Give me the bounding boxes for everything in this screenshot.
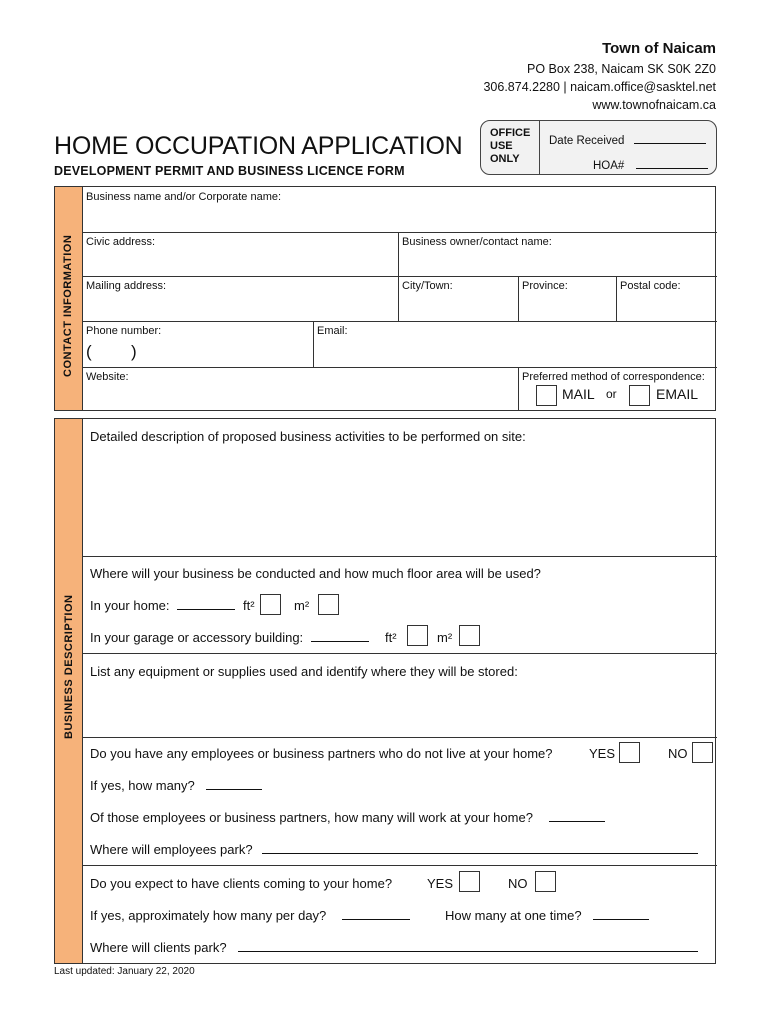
business-name-field[interactable]: Business name and/or Corporate name: <box>86 191 282 203</box>
in-garage-ft2-checkbox[interactable] <box>407 625 428 646</box>
email-checkbox[interactable] <box>629 385 650 406</box>
in-home-m2-checkbox[interactable] <box>318 594 339 615</box>
date-received-field[interactable] <box>634 132 706 144</box>
town-name: Town of Naicam <box>602 40 716 57</box>
employees-question: Do you have any employees or business partners who do not live at your home? <box>90 746 553 761</box>
phone-field[interactable]: Phone number: <box>86 325 162 337</box>
phone-area-code-open: ( <box>86 342 92 361</box>
one-time-row <box>445 908 649 923</box>
postal-code-field[interactable]: Postal code: <box>620 280 681 292</box>
town-address: PO Box 238, Naicam SK S0K 2Z0 <box>527 62 716 76</box>
office-use-box <box>480 120 717 175</box>
clients-yes-checkbox[interactable] <box>459 871 480 892</box>
in-home-label: In your home: <box>90 598 170 613</box>
per-day-row <box>90 908 410 923</box>
employees-no-checkbox[interactable] <box>692 742 713 763</box>
business-section-label: BUSINESS DESCRIPTION <box>63 594 75 739</box>
email-option-label: EMAIL <box>656 386 699 402</box>
city-town-field[interactable]: City/Town: <box>402 280 453 292</box>
business-section-tab <box>54 418 83 964</box>
website-field[interactable]: Website: <box>86 371 129 383</box>
town-website: www.townofnaicam.ca <box>592 98 716 112</box>
per-day-field[interactable] <box>342 908 410 920</box>
date-received-label: Date Received <box>549 135 625 147</box>
page-subtitle: DEVELOPMENT PERMIT AND BUSINESS LICENCE FORM <box>54 164 405 178</box>
employees-park-row <box>90 842 698 857</box>
employees-yes-label: YES <box>589 746 616 761</box>
contact-info-box <box>82 186 716 411</box>
in-garage-label: In your garage or accessory building: <box>90 630 304 645</box>
mailing-address-field[interactable]: Mailing address: <box>86 280 167 292</box>
work-at-home-label: Of those employees or business partners, how many will work at your home? <box>90 810 533 825</box>
clients-park-row <box>90 940 698 955</box>
employees-park-field[interactable] <box>262 842 698 854</box>
in-garage-area-field[interactable] <box>311 630 369 642</box>
office-use-divider <box>539 121 540 174</box>
work-at-home-field[interactable] <box>549 810 605 822</box>
business-desc-box <box>82 418 716 964</box>
contact-section-tab <box>54 186 83 411</box>
hoa-label: HOA# <box>593 160 625 172</box>
office-use-label <box>490 127 530 166</box>
work-at-home-row <box>90 810 605 825</box>
how-many-field[interactable] <box>206 778 262 790</box>
employees-yes-checkbox[interactable] <box>619 742 640 763</box>
in-home-row <box>90 598 235 613</box>
in-home-m2-label: m² <box>294 598 310 613</box>
in-garage-m2-checkbox[interactable] <box>459 625 480 646</box>
employees-no-label: NO <box>668 746 688 761</box>
last-updated: Last updated: January 22, 2020 <box>54 966 195 977</box>
hoa-field[interactable] <box>636 157 708 169</box>
clients-park-label: Where will clients park? <box>90 940 227 955</box>
civic-address-field[interactable]: Civic address: <box>86 236 156 248</box>
mail-checkbox[interactable] <box>536 385 557 406</box>
clients-question: Do you expect to have clients coming to your home? <box>90 876 393 891</box>
in-home-ft2-label: ft² <box>243 598 255 613</box>
where-conducted-question: Where will your business be conducted and how much floor area will be used? <box>90 566 541 581</box>
clients-no-label: NO <box>508 876 528 891</box>
how-many-row <box>90 778 262 793</box>
equipment-field[interactable]: List any equipment or supplies used and identify where they will be stored: <box>90 664 518 679</box>
in-garage-m2-label: m² <box>437 630 453 645</box>
in-home-ft2-checkbox[interactable] <box>260 594 281 615</box>
page-title: HOME OCCUPATION APPLICATION <box>54 132 463 160</box>
town-contact: 306.874.2280 | naicam.office@sasktel.net <box>483 80 716 94</box>
in-garage-ft2-label: ft² <box>385 630 397 645</box>
clients-no-checkbox[interactable] <box>535 871 556 892</box>
clients-park-field[interactable] <box>238 940 698 952</box>
or-label: or <box>606 387 617 401</box>
office-use-line3: ONLY <box>490 153 520 165</box>
in-home-area-field[interactable] <box>177 598 235 610</box>
in-garage-row <box>90 630 369 645</box>
employees-park-label: Where will employees park? <box>90 842 253 857</box>
per-day-label: If yes, approximately how many per day? <box>90 908 327 923</box>
how-many-label: If yes, how many? <box>90 778 195 793</box>
office-use-line1: OFFICE <box>490 127 531 139</box>
owner-contact-field[interactable]: Business owner/contact name: <box>402 236 552 248</box>
one-time-label: How many at one time? <box>445 908 582 923</box>
mail-option-label: MAIL <box>562 386 595 402</box>
province-field[interactable]: Province: <box>522 280 568 292</box>
one-time-field[interactable] <box>593 908 649 920</box>
detailed-description-field[interactable]: Detailed description of proposed business activities to be performed on site: <box>90 429 526 444</box>
clients-yes-label: YES <box>427 876 454 891</box>
preferred-method-label: Preferred method of correspondence: <box>522 371 705 383</box>
email-field[interactable]: Email: <box>317 325 348 337</box>
contact-section-label: CONTACT INFORMATION <box>62 234 74 377</box>
phone-area-code-close: ) <box>131 342 137 361</box>
office-use-line2: USE <box>490 140 513 152</box>
